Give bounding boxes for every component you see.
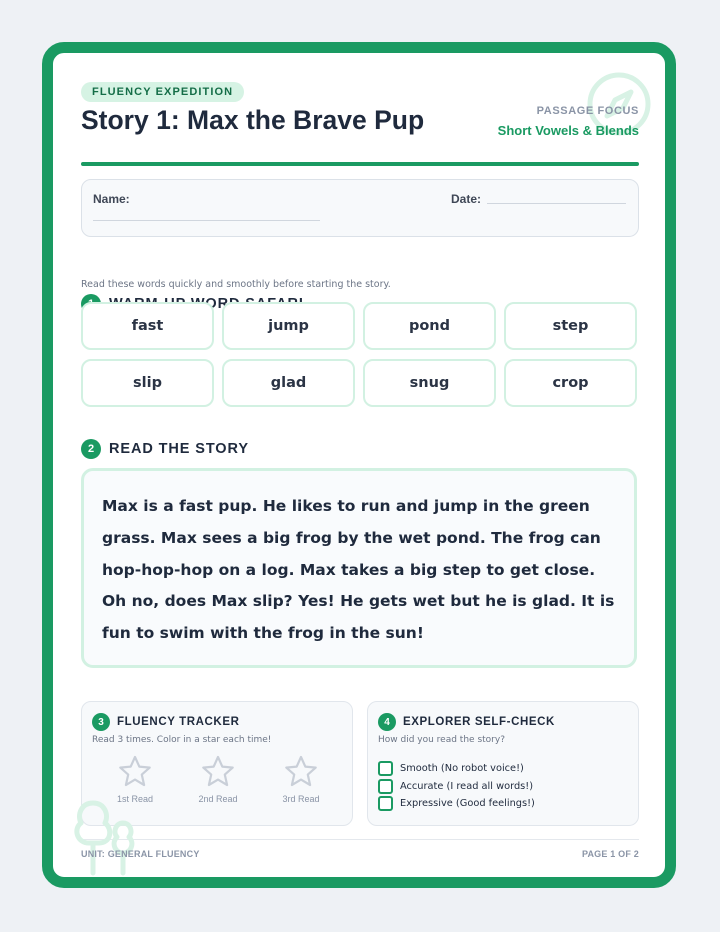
read-3[interactable] xyxy=(266,754,336,804)
unit-label: UNIT: GENERAL FLUENCY xyxy=(81,849,200,859)
checkbox-label: Accurate (I read all words!) xyxy=(400,780,534,792)
star-outline-icon[interactable] xyxy=(200,754,236,790)
warmup-instruction: Read these words quickly and smoothly before starting the story. xyxy=(81,279,391,290)
story-box xyxy=(81,468,637,668)
name-label: Name: xyxy=(93,192,130,206)
read-label: 2nd Read xyxy=(198,794,238,804)
star-outline-icon[interactable] xyxy=(117,754,153,790)
tracker-header xyxy=(92,713,240,731)
selfcheck-instruction: How did you read the story? xyxy=(378,735,505,745)
section-number: 2 xyxy=(81,439,101,459)
name-field[interactable] xyxy=(93,220,320,221)
section-title: EXPLORER SELF-CHECK xyxy=(403,716,555,728)
checklist xyxy=(378,760,535,813)
story-header xyxy=(81,439,249,459)
checkbox-label: Expressive (Good feelings!) xyxy=(400,798,535,810)
word-card: snug xyxy=(363,359,496,407)
checklist-item[interactable] xyxy=(378,795,535,813)
word-card: pond xyxy=(363,302,496,350)
checkbox-label: Smooth (No robot voice!) xyxy=(400,763,524,775)
read-2[interactable] xyxy=(183,754,253,804)
word-card: crop xyxy=(504,359,637,407)
checkbox[interactable] xyxy=(378,761,393,776)
checklist-item[interactable] xyxy=(378,760,535,778)
word-card: slip xyxy=(81,359,214,407)
read-label: 3rd Read xyxy=(282,794,320,804)
tree-icon xyxy=(71,787,151,877)
passage-focus-label: PASSAGE FOCUS xyxy=(536,105,639,117)
word-card: jump xyxy=(222,302,355,350)
date-field[interactable] xyxy=(487,203,626,204)
page-title: Story 1: Max the Brave Pup xyxy=(81,105,425,135)
section-number: 3 xyxy=(92,713,110,731)
footer-divider xyxy=(81,839,639,840)
checklist-item[interactable] xyxy=(378,778,535,796)
passage-focus-value: Short Vowels & Blends xyxy=(497,123,639,138)
section-title: WORD xyxy=(190,296,241,312)
page-number: PAGE 1 OF 2 xyxy=(581,849,639,859)
section-title: FLUENCY TRACKER xyxy=(117,716,240,728)
date-label: Date: xyxy=(451,192,482,206)
worksheet-badge: FLUENCY EXPEDITION xyxy=(81,82,244,102)
header-divider xyxy=(81,162,639,166)
checkbox[interactable] xyxy=(378,796,393,811)
tracker-instruction: Read 3 times. Color in a star each time! xyxy=(92,735,272,745)
student-info-box xyxy=(81,179,639,237)
word-card: fast xyxy=(81,302,214,350)
word-card: step xyxy=(504,302,637,350)
selfcheck-header xyxy=(378,713,555,731)
section-number: 4 xyxy=(378,713,396,731)
checkbox[interactable] xyxy=(378,779,393,794)
story-text: Max is a fast pup. He likes to run and jump in the green grass. Max sees a big frog by the wet pond. The frog can hop-hop-hop on a log. Max takes a big step to get close. Oh no, does Max slip? Yes! He gets wet but he is glad. It is fun to swim with the frog in the sun! xyxy=(102,497,615,643)
word-grid xyxy=(81,302,639,407)
word-card: glad xyxy=(222,359,355,407)
read-label: 1st Read xyxy=(116,794,154,804)
section-title: READ THE STORY xyxy=(109,441,249,457)
worksheet-card xyxy=(42,42,676,888)
self-check-panel xyxy=(367,701,639,826)
star-outline-icon[interactable] xyxy=(283,754,319,790)
